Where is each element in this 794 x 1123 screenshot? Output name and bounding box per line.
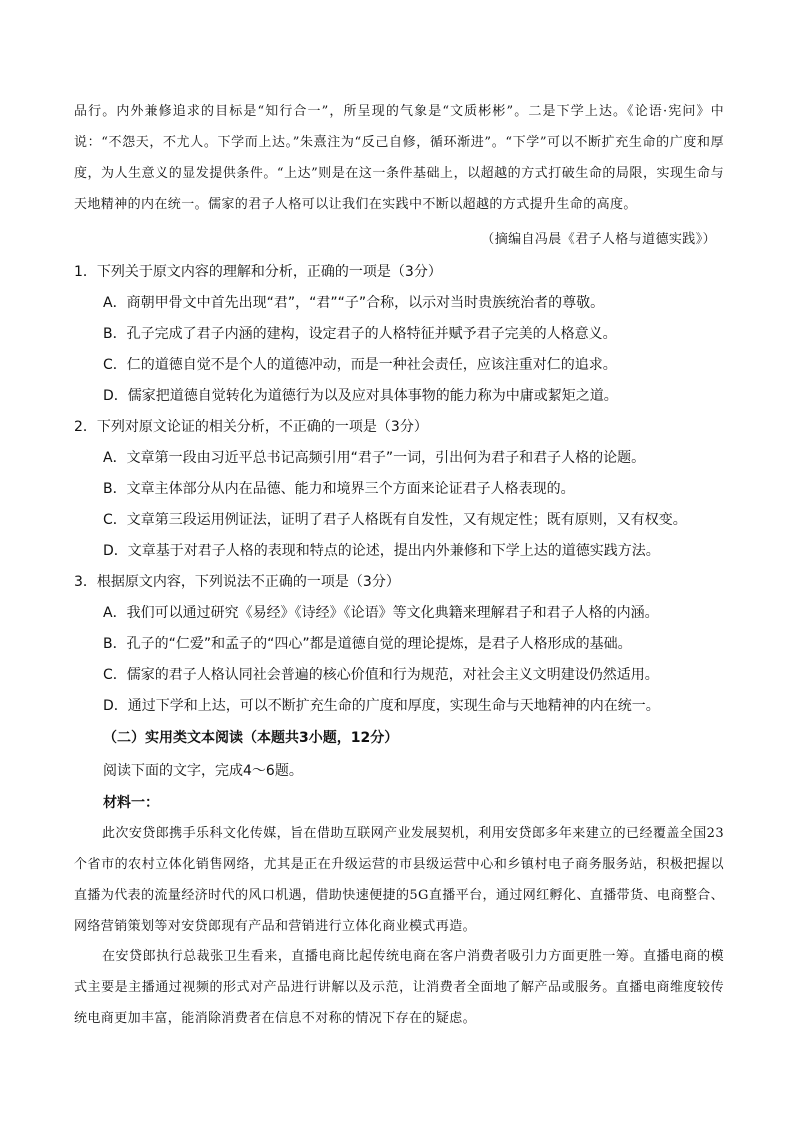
question-1-option-c: C．仁的道德自觉不是个人的道德冲动，而是一种社会责任，应该注重对仁的追求。	[103, 357, 617, 373]
question-2-option-b: B．文章主体部分从内在品德、能力和境界三个方面来论证君子人格表现的。	[103, 481, 575, 497]
section-2-heading: （二）实用类文本阅读（本题共3小题，12分）	[103, 730, 399, 746]
material-1-label: 材料一：	[103, 795, 159, 811]
question-3-option-b: B．孔子的“仁爱”和孟子的“四心”都是道德自觉的理论提炼，是君子人格形成的基础。	[103, 636, 632, 652]
question-2-option-a: A．文章第一段由习近平总书记高频引用“君子”一词，引出何为君子和君子人格的论题。	[103, 450, 646, 466]
question-2-option-d: D．文章基于对君子人格的表现和特点的论述，提出内外兼修和下学上达的道德实践方法。	[103, 543, 660, 559]
question-1-option-d: D．儒家把道德自觉转化为道德行为以及应对具体事物的能力称为中庸或絜矩之道。	[103, 388, 618, 404]
question-1-option-a: A．商朝甲骨文中首先出现“君”，“君”“子”合称，以示对当时贵族统治者的尊敬。	[103, 295, 605, 311]
passage-paragraph: 品行。内外兼修追求的目标是“知行合一”，所呈现的气象是“文质彬彬”。二是下学上达。《论语·宪问》中说：“不怨天，不尤人。下学而上达。”朱熹注为“反己自修，循环渐进”。“下学”可以不断扩充生命的广度和厚度，为人生意义的显发提供条件。“上达”则是在这一条件基础上，以超越的方式打破生命的局限，实现生命与天地精神的内在统一。儒家的君子人格可以让我们在实践中不断以超越的方式提升生命的高度。	[74, 104, 724, 212]
question-3-option-c: C．儒家的君子人格认同社会普遍的核心价值和行为规范，对社会主义文明建设仍然适用。	[103, 667, 659, 683]
passage-source: （摘编自冯晨《君子人格与道德实践》）	[481, 232, 716, 247]
section-2-instruction: 阅读下面的文字，完成4～6题。	[103, 763, 303, 779]
question-2-option-c: C．文章第三段运用例证法，证明了君子人格既有自发性，又有规定性；既有原则，又有权变。	[103, 512, 687, 528]
question-3-option-a: A．我们可以通过研究《易经》《诗经》《论语》等文化典籍来理解君子和君子人格的内涵。	[103, 605, 659, 621]
question-1-stem: 1．下列关于原文内容的理解和分析，正确的一项是（3分）	[74, 264, 442, 280]
question-3-stem: 3．根据原文内容，下列说法不正确的一项是（3分）	[74, 574, 400, 590]
material-1-paragraph-1: 此次安贷郎携手乐科文化传媒，旨在借助互联网产业发展契机，利用安贷郎多年来建立的已经覆盖全国23个省市的农村立体化销售网络，尤其是正在升级运营的市县级运营中心和乡镇村电子商务服务站，积极把握以直播为代表的流量经济时代的风口机遇，借助快速便捷的5G直播平台，通过网红孵化、直播带货、电商整合、网络营销策划等对安贷郎现有产品和营销进行立体化商业模式再造。	[74, 826, 724, 934]
question-3-option-d: D．通过下学和上达，可以不断扩充生命的广度和厚度，实现生命与天地精神的内在统一。	[103, 698, 660, 714]
question-2-stem: 2．下列对原文论证的相关分析，不正确的一项是（3分）	[74, 419, 428, 435]
question-1-option-b: B．孔子完成了君子内涵的建构，设定君子的人格特征并赋予君子完美的人格意义。	[103, 326, 617, 342]
material-1-paragraph-2: 在安贷郎执行总裁张卫生看来，直播电商比起传统电商在客户消费者吸引力方面更胜一筹。直播电商的模式主要是主播通过视频的形式对产品进行讲解以及示范，让消费者全面地了解产品或服务。直播电商维度较传统电商更加丰富，能消除消费者在信息不对称的情况下存在的疑虑。	[74, 949, 724, 1026]
